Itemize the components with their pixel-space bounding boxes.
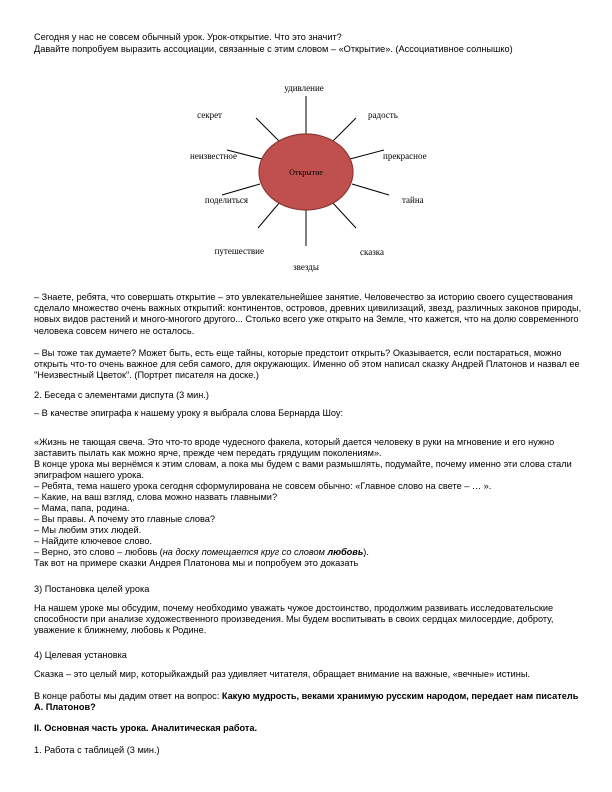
paragraph-fairy-tale: Сказка – это целый мир, которыйкаждый раз удивляет читателя, обращает внимание на важные, «вечные» истины. (34, 669, 530, 679)
ray-label: радость (368, 110, 398, 120)
sun-center-label: Открытие (289, 168, 323, 177)
paragraph-return-to-words: В конце урока мы вернёмся к этим словам, а пока мы будем с вами размышлять, подумайте, почему именно эти слова стали эпиграфом нашего урока. (34, 459, 572, 481)
epigraph-quote: «Жизнь не тающая свеча. Это что-то вроде чудесного факела, который дается человеку в руки на мгновение и его нужно заставить пылать как можно ярче, прежде чем передать грядущим поколениям». (34, 437, 555, 459)
section-heading-table: 1. Работа с таблицей (3 мин.) (34, 745, 160, 755)
ray-label: прекрасное (383, 151, 427, 161)
sun-ray (256, 118, 280, 142)
dialog-line: – Мама, папа, родина. (34, 503, 130, 513)
sun-ray (258, 202, 280, 228)
ray-label: неизвестное (190, 151, 237, 161)
dialog-line-love (34, 547, 582, 558)
paragraph-prove: Так вот на примере сказки Андрея Платонова мы и попробуем это доказать (34, 558, 359, 568)
paragraph-platonov: – Вы тоже так думаете? Может быть, есть еще тайны, которые предстоит открыть? Оказывается, если постараться, можно открыть что-то очень важное для себя самого, для окружающих. Именно об этом написал сказку Андрей Платонов и назвал ее "Неизвестный Цветок". (Портрет писателя на доске.) (34, 348, 580, 381)
sun-ray (352, 184, 389, 195)
dialog-line: – Ребята, тема нашего урока сегодня сформулирована не совсем обычно: «Главное слово на свете – … ». (34, 481, 492, 491)
sun-ray (350, 150, 384, 159)
paragraph-discoveries: – Знаете, ребята, что совершать открытие – это увлекательнейшее занятие. Человечество за историю своего существования сделало множество очень важных открытий: континентов, островов, древних цивилизаций, звезд, различных законов природы, новых видов растений и много-многого другого... Столько всего уже открыто на Земле, что кажется, что на долю современного человека совсем ничего не осталось. (34, 292, 582, 336)
dialog-line: – Вы правы. А почему это главные слова? (34, 514, 216, 524)
section-heading-4: 4) Целевая установка (34, 650, 127, 660)
intro-line-1: Сегодня у нас не совсем обычный урок. Урок-открытие. Что это значит? (34, 32, 342, 42)
dialog-prefix: – Верно, это слово – любовь ( (34, 547, 163, 557)
ray-label: звезды (293, 262, 319, 272)
ray-label: секрет (197, 110, 222, 120)
section-heading-main: II. Основная часть урока. Аналитическая работа. (34, 723, 258, 733)
ray-label: тайна (402, 195, 424, 205)
intro-line-2: Давайте попробуем выразить ассоциации, связанные с этим словом – «Открытие». (Ассоциативное солнышко) (34, 44, 513, 54)
dialog-line: – Какие, на ваш взгляд, слова можно назвать главными? (34, 492, 278, 502)
section-heading-3: 3) Постановка целей урока (34, 584, 150, 594)
dialog-line: – Найдите ключевое слово. (34, 536, 153, 546)
sun-ray (222, 184, 260, 195)
question-prefix: В конце работы мы дадим ответ на вопрос: (34, 691, 222, 701)
section-heading-2: 2. Беседа с элементами диспута (3 мин.) (34, 390, 209, 400)
sun-ray (332, 202, 356, 228)
ray-label: поделиться (204, 195, 248, 205)
dialog-italic-note: на доску помещается круг со словом (162, 547, 328, 557)
dialog-line: – Мы любим этих людей. (34, 525, 142, 535)
sun-ray (332, 118, 356, 142)
paragraph-epigraph-intro: – В качестве эпиграфа к нашему уроку я выбрала слова Бернарда Шоу: (34, 408, 344, 418)
question-bold: Какую мудрость, веками хранимую русским народом, передает нам писатель А. Платонов? (34, 691, 579, 713)
ray-label: сказка (360, 247, 385, 257)
dialog-suffix: ). (363, 547, 369, 557)
ray-label: путешествие (214, 246, 264, 256)
paragraph-question (34, 691, 582, 713)
paragraph-goals: На нашем уроке мы обсудим, почему необходимо уважать чужое достоинство, продолжим развивать исследовательские способности при анализе художественного произведения. Мы будем воспитывать в своих сердцах милосердие, доброту, уважение к ближнему, любовь к Родине. (34, 603, 554, 636)
keyword-love: любовь (327, 547, 364, 557)
ray-label: удивление (284, 83, 324, 93)
